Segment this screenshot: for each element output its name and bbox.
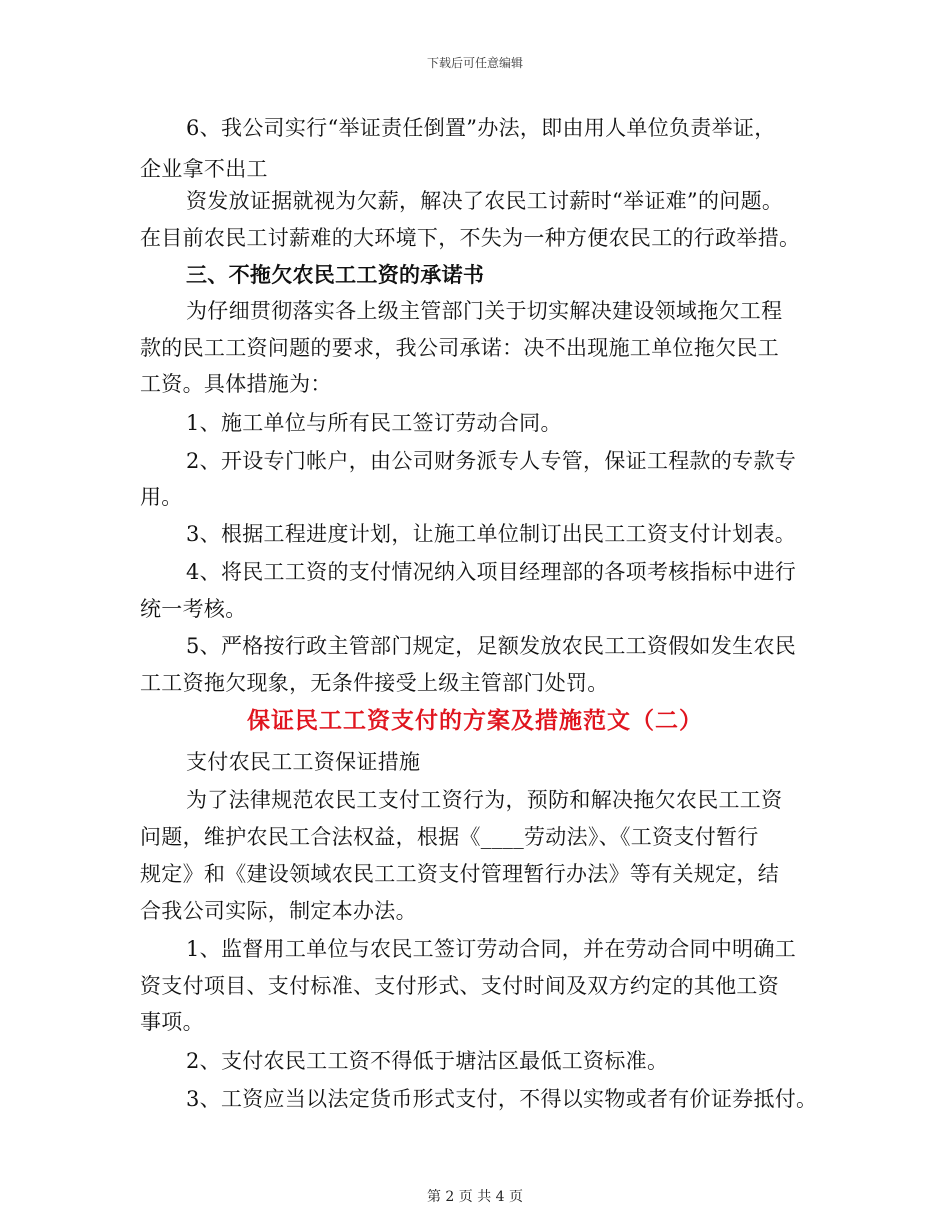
paragraph-line: 用。 (140, 485, 183, 509)
paragraph-line: 6、我公司实行“举证责任倒置”办法，即由用人单位负责举证， (186, 116, 776, 140)
paragraph-line: 规定》和《建设领域农民工工资支付管理暂行办法》等有关规定，结 (140, 862, 779, 886)
paragraph-line: 问题，维护农民工合法权益，根据《____劳动法》、《工资支付暂行 (140, 825, 759, 849)
paragraph-line: 3、工资应当以法定货币形式支付，不得以实物或者有价证券抵付。 (186, 1087, 818, 1111)
section-title: 保证民工工资支付的方案及措施范文（二） (247, 707, 703, 734)
paragraph-line: 在目前农民工讨薪难的大环境下，不失为一种方便农民工的行政举措。 (140, 226, 801, 250)
paragraph-line: 4、将民工工资的支付情况纳入项目经理部的各项考核指标中进行 (186, 560, 797, 584)
paragraph-line: 事项。 (140, 1010, 204, 1034)
paragraph-line: 资发放证据就视为欠薪，解决了农民工讨薪时“举证难”的问题。 (186, 189, 784, 213)
paragraph-line: 统一考核。 (140, 597, 247, 621)
paragraph-line: 为仔细贯彻落实各上级主管部门关于切实解决建设领域拖欠工程 (186, 299, 783, 323)
page-footer: 第 2 页 共 4 页 (426, 1189, 524, 1205)
page-header: 下载后可任意编辑 (426, 56, 523, 70)
paragraph-line: 3、根据工程进度计划，让施工单位制订出民工工资支付计划表。 (186, 522, 797, 546)
paragraph-line: 资支付项目、支付标准、支付形式、支付时间及双方约定的其他工资 (140, 974, 779, 998)
paragraph-line: 1、监督用工单位与农民工签订劳动合同，并在劳动合同中明确工 (186, 937, 797, 961)
paragraph-line: 款的民工工资问题的要求，我公司承诺：决不出现施工单位拖欠民工 (140, 336, 779, 360)
paragraph-line: 2、支付农民工工资不得低于塘沽区最低工资标准。 (186, 1049, 669, 1073)
paragraph-line: 工资。具体措施为： (140, 372, 332, 396)
paragraph-line: 2、开设专门帐户，由公司财务派专人专管，保证工程款的专款专 (186, 449, 797, 473)
paragraph-line: 支付农民工工资保证措施 (186, 750, 421, 774)
paragraph-line: 合我公司实际，制定本办法。 (140, 899, 417, 923)
section-heading: 三、不拖欠农民工工资的承诺书 (186, 262, 485, 287)
paragraph-line: 工工资拖欠现象，无条件接受上级主管部门处罚。 (140, 671, 609, 695)
paragraph-line: 5、严格按行政主管部门规定，足额发放农民工工资假如发生农民 (186, 634, 797, 658)
paragraph-line: 1、施工单位与所有民工签订劳动合同。 (186, 411, 562, 435)
paragraph-line: 为了法律规范农民工支付工资行为，预防和解决拖欠农民工工资 (186, 788, 783, 812)
paragraph-line: 企业拿不出工 (140, 157, 268, 181)
